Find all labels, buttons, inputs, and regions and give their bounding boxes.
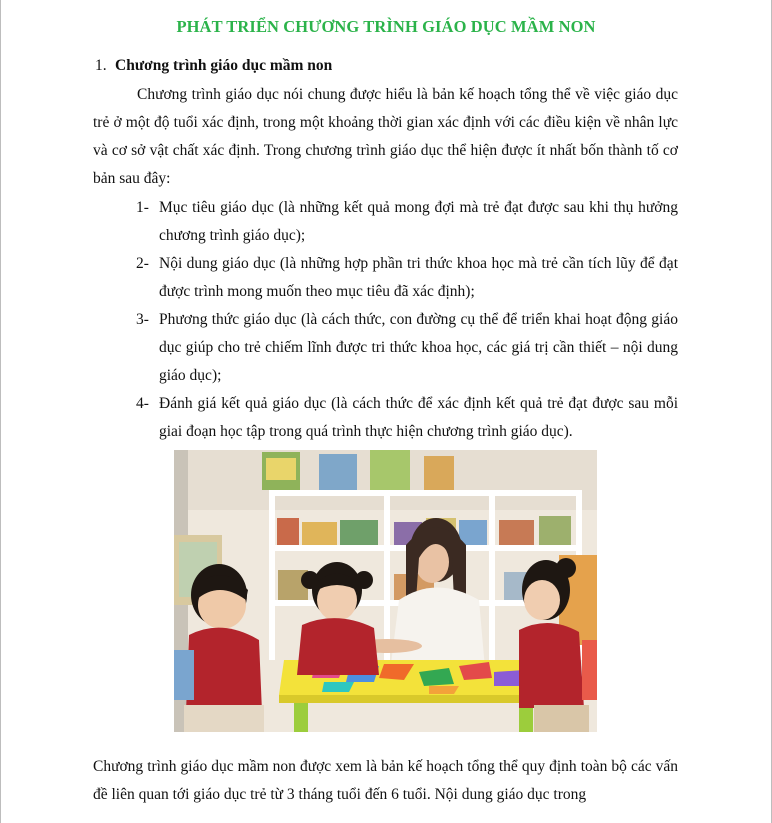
list-item-number: 4-: [136, 395, 149, 412]
paragraph-intro: Chương trình giáo dục nói chung được hiểu là bản kế hoạch tổng thể về việc giáo dục trẻ ở một độ tuổi xác định, trong một khoảng thời gian xác định với các điều kiện về nhân lực và cơ sở vật chất xác định. Trong chương trình giáo dục thể hiện được ít nhất bốn thành tố cơ bản sau đây:: [93, 86, 678, 187]
page-left-border: [0, 0, 1, 823]
list-item-number: 2-: [136, 255, 149, 272]
classroom-illustration: [174, 450, 597, 732]
list-item: [136, 306, 678, 390]
paragraph-preschool: Chương trình giáo dục mầm non được xem là bản kế hoạch tổng thể quy định toàn bộ các vấn đề liên quan tới giáo dục trẻ từ 3 tháng tuổi đến 6 tuổi. Nội dung giáo dục trong: [93, 758, 678, 803]
list-item-number: 1-: [136, 199, 149, 216]
section-heading: [95, 57, 332, 75]
list-item-text: Mục tiêu giáo dục (là những kết quả mong đợi mà trẻ đạt được sau khi thụ hưởng chương trình giáo dục);: [159, 199, 678, 244]
list-item-text: Phương thức giáo dục (là cách thức, con đường cụ thể để triển khai hoạt động giáo dục giúp cho trẻ chiếm lĩnh được tri thức khoa học, các giá trị cần thiết – nội dung giáo dục);: [159, 311, 678, 384]
section-number: 1.: [95, 57, 107, 74]
list-item-text: Nội dung giáo dục (là những hợp phần tri thức khoa học mà trẻ cần tích lũy để đạt được trình mong muốn theo mục tiêu đã xác định);: [159, 255, 678, 300]
section-heading-text: Chương trình giáo dục mầm non: [115, 57, 333, 74]
list-item: [136, 194, 678, 250]
document-title: PHÁT TRIỂN CHƯƠNG TRÌNH GIÁO DỤC MẦM NON: [176, 17, 596, 36]
list-item: [136, 250, 678, 306]
element-list: [136, 194, 678, 446]
list-item: [136, 390, 678, 446]
classroom-photo: [174, 450, 597, 732]
list-item-text: Đánh giá kết quả giáo dục (là cách thức để xác định kết quả trẻ đạt được sau mỗi giai đoạn học tập trong quá trình thực hiện chương trình giáo dục).: [159, 395, 678, 440]
list-item-number: 3-: [136, 311, 149, 328]
